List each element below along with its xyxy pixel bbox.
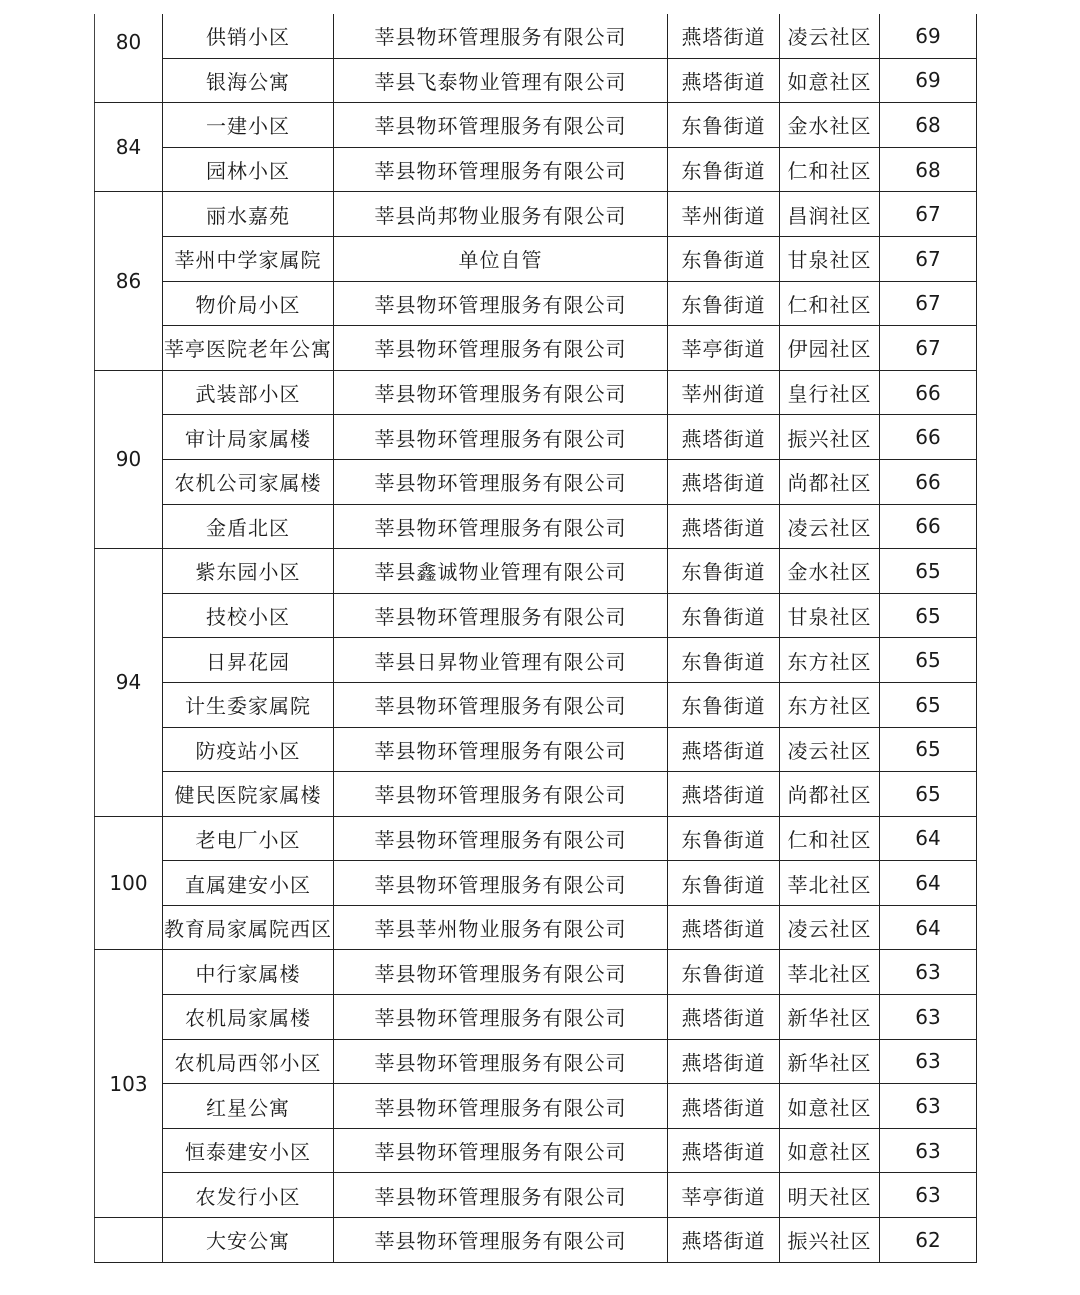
property-company-cell: 莘县物环管理服务有限公司 <box>334 1084 668 1129</box>
community-cell: 如意社区 <box>780 1128 880 1173</box>
score-cell: 66 <box>880 459 977 504</box>
score-cell: 65 <box>880 727 977 772</box>
estate-name-cell: 园林小区 <box>163 147 334 192</box>
property-company-cell: 莘县物环管理服务有限公司 <box>334 103 668 148</box>
rank-value: 86 <box>115 269 142 294</box>
community-cell: 仁和社区 <box>780 281 880 326</box>
rank-value: 84 <box>115 135 142 160</box>
score-cell: 63 <box>880 950 977 995</box>
street-cell: 东鲁街道 <box>668 103 780 148</box>
table-row <box>95 236 977 281</box>
property-company-cell: 莘县物环管理服务有限公司 <box>334 459 668 504</box>
street-cell: 燕塔街道 <box>668 1039 780 1084</box>
street-cell: 莘亭街道 <box>668 326 780 371</box>
score-cell: 64 <box>880 905 977 950</box>
table-row <box>95 415 977 460</box>
rank-cell <box>95 192 163 370</box>
estate-name-cell: 紫东园小区 <box>163 549 334 594</box>
score-cell: 65 <box>880 682 977 727</box>
street-cell: 燕塔街道 <box>668 1128 780 1173</box>
street-cell: 燕塔街道 <box>668 415 780 460</box>
table-row <box>95 772 977 817</box>
score-cell: 67 <box>880 236 977 281</box>
street-cell: 燕塔街道 <box>668 1084 780 1129</box>
score-cell: 66 <box>880 370 977 415</box>
score-cell: 68 <box>880 103 977 148</box>
community-cell: 金水社区 <box>780 103 880 148</box>
table-row <box>95 861 977 906</box>
property-company-cell: 莘县物环管理服务有限公司 <box>334 950 668 995</box>
street-cell: 莘亭街道 <box>668 1173 780 1218</box>
community-cell: 伊园社区 <box>780 326 880 371</box>
community-cell: 如意社区 <box>780 58 880 103</box>
community-cell: 甘泉社区 <box>780 236 880 281</box>
community-cell: 东方社区 <box>780 682 880 727</box>
estate-name-cell: 银海公寓 <box>163 58 334 103</box>
community-cell: 尚都社区 <box>780 459 880 504</box>
property-company-cell: 单位自管 <box>334 236 668 281</box>
table-row <box>95 995 977 1040</box>
property-company-cell: 莘县物环管理服务有限公司 <box>334 1039 668 1084</box>
street-cell: 燕塔街道 <box>668 504 780 549</box>
property-company-cell: 莘县物环管理服务有限公司 <box>334 1173 668 1218</box>
table-row <box>95 905 977 950</box>
score-cell: 65 <box>880 549 977 594</box>
property-company-cell: 莘县鑫诚物业管理有限公司 <box>334 549 668 594</box>
street-cell: 燕塔街道 <box>668 1218 780 1263</box>
estate-name-cell: 技校小区 <box>163 593 334 638</box>
community-cell: 金水社区 <box>780 549 880 594</box>
community-cell: 皇行社区 <box>780 370 880 415</box>
score-cell: 69 <box>880 14 977 58</box>
table-row <box>95 459 977 504</box>
rank-cell <box>95 14 163 103</box>
property-company-cell: 莘县物环管理服务有限公司 <box>334 1128 668 1173</box>
property-company-cell: 莘县物环管理服务有限公司 <box>334 861 668 906</box>
community-cell: 凌云社区 <box>780 14 880 58</box>
rank-value: 80 <box>115 32 142 53</box>
community-cell: 凌云社区 <box>780 905 880 950</box>
estate-name-cell: 恒泰建安小区 <box>163 1128 334 1173</box>
property-company-cell: 莘县日昇物业管理有限公司 <box>334 638 668 683</box>
rank-value: 94 <box>115 670 142 695</box>
property-company-cell: 莘县物环管理服务有限公司 <box>334 727 668 772</box>
table-row <box>95 281 977 326</box>
table-row <box>95 1173 977 1218</box>
estate-name-cell: 大安公寓 <box>163 1218 334 1263</box>
property-company-cell: 莘县物环管理服务有限公司 <box>334 415 668 460</box>
community-cell: 甘泉社区 <box>780 593 880 638</box>
score-cell: 64 <box>880 816 977 861</box>
street-cell: 东鲁街道 <box>668 236 780 281</box>
community-cell: 新华社区 <box>780 995 880 1040</box>
property-company-cell: 莘县飞泰物业管理有限公司 <box>334 58 668 103</box>
ranking-table <box>94 14 977 1263</box>
street-cell: 东鲁街道 <box>668 281 780 326</box>
property-company-cell: 莘县物环管理服务有限公司 <box>334 370 668 415</box>
street-cell: 燕塔街道 <box>668 14 780 58</box>
community-cell: 新华社区 <box>780 1039 880 1084</box>
score-cell: 63 <box>880 1084 977 1129</box>
community-cell: 莘北社区 <box>780 861 880 906</box>
community-cell: 凌云社区 <box>780 727 880 772</box>
score-cell: 65 <box>880 593 977 638</box>
community-cell: 明天社区 <box>780 1173 880 1218</box>
estate-name-cell: 丽水嘉苑 <box>163 192 334 237</box>
property-company-cell: 莘县物环管理服务有限公司 <box>334 14 668 58</box>
street-cell: 燕塔街道 <box>668 772 780 817</box>
table-row <box>95 593 977 638</box>
table-row <box>95 682 977 727</box>
estate-name-cell: 教育局家属院西区 <box>163 905 334 950</box>
estate-name-cell: 莘州中学家属院 <box>163 236 334 281</box>
property-company-cell: 莘县物环管理服务有限公司 <box>334 682 668 727</box>
property-company-cell: 莘县物环管理服务有限公司 <box>334 326 668 371</box>
street-cell: 东鲁街道 <box>668 638 780 683</box>
table-row <box>95 1218 977 1263</box>
estate-name-cell: 防疫站小区 <box>163 727 334 772</box>
estate-name-cell: 金盾北区 <box>163 504 334 549</box>
rank-value: 90 <box>115 447 142 472</box>
community-cell: 莘北社区 <box>780 950 880 995</box>
score-cell: 62 <box>880 1218 977 1263</box>
estate-name-cell: 红星公寓 <box>163 1084 334 1129</box>
community-cell: 昌润社区 <box>780 192 880 237</box>
table-row <box>95 370 977 415</box>
rank-cell <box>95 549 163 817</box>
street-cell: 燕塔街道 <box>668 995 780 1040</box>
property-company-cell: 莘县物环管理服务有限公司 <box>334 1218 668 1263</box>
score-cell: 67 <box>880 281 977 326</box>
rank-cell <box>95 816 163 950</box>
community-cell: 如意社区 <box>780 1084 880 1129</box>
estate-name-cell: 直属建安小区 <box>163 861 334 906</box>
rank-cell <box>95 103 163 192</box>
community-cell: 东方社区 <box>780 638 880 683</box>
property-company-cell: 莘县尚邦物业服务有限公司 <box>334 192 668 237</box>
rank-cell <box>95 370 163 548</box>
score-cell: 63 <box>880 1173 977 1218</box>
table-row <box>95 549 977 594</box>
score-cell: 67 <box>880 192 977 237</box>
score-cell: 67 <box>880 326 977 371</box>
table-row <box>95 504 977 549</box>
community-cell: 仁和社区 <box>780 147 880 192</box>
community-cell: 凌云社区 <box>780 504 880 549</box>
property-company-cell: 莘县物环管理服务有限公司 <box>334 772 668 817</box>
community-cell: 振兴社区 <box>780 415 880 460</box>
score-cell: 68 <box>880 147 977 192</box>
score-cell: 66 <box>880 504 977 549</box>
score-cell: 65 <box>880 772 977 817</box>
rank-cell <box>95 1218 163 1263</box>
estate-name-cell: 一建小区 <box>163 103 334 148</box>
estate-name-cell: 物价局小区 <box>163 281 334 326</box>
street-cell: 东鲁街道 <box>668 861 780 906</box>
rank-value: 103 <box>109 1071 148 1096</box>
estate-name-cell: 农机局西邻小区 <box>163 1039 334 1084</box>
table-row <box>95 58 977 103</box>
table-row <box>95 326 977 371</box>
property-company-cell: 莘县物环管理服务有限公司 <box>334 147 668 192</box>
community-cell: 振兴社区 <box>780 1218 880 1263</box>
table-row <box>95 1039 977 1084</box>
street-cell: 莘州街道 <box>668 192 780 237</box>
estate-name-cell: 农机公司家属楼 <box>163 459 334 504</box>
table-row <box>95 816 977 861</box>
table-row <box>95 192 977 237</box>
estate-name-cell: 中行家属楼 <box>163 950 334 995</box>
estate-name-cell: 武装部小区 <box>163 370 334 415</box>
score-cell: 69 <box>880 58 977 103</box>
ranking-table-body <box>95 14 977 1262</box>
estate-name-cell: 老电厂小区 <box>163 816 334 861</box>
score-cell: 66 <box>880 415 977 460</box>
score-cell: 64 <box>880 861 977 906</box>
score-cell: 63 <box>880 995 977 1040</box>
street-cell: 东鲁街道 <box>668 147 780 192</box>
property-company-cell: 莘县物环管理服务有限公司 <box>334 995 668 1040</box>
street-cell: 燕塔街道 <box>668 58 780 103</box>
table-row <box>95 1084 977 1129</box>
table-row <box>95 1128 977 1173</box>
street-cell: 燕塔街道 <box>668 459 780 504</box>
table-row <box>95 103 977 148</box>
score-cell: 63 <box>880 1128 977 1173</box>
property-company-cell: 莘县物环管理服务有限公司 <box>334 816 668 861</box>
estate-name-cell: 莘亭医院老年公寓 <box>163 326 334 371</box>
property-company-cell: 莘县物环管理服务有限公司 <box>334 504 668 549</box>
street-cell: 燕塔街道 <box>668 905 780 950</box>
table-row <box>95 638 977 683</box>
score-cell: 65 <box>880 638 977 683</box>
estate-name-cell: 农机局家属楼 <box>163 995 334 1040</box>
table-row <box>95 950 977 995</box>
estate-name-cell: 健民医院家属楼 <box>163 772 334 817</box>
estate-name-cell: 农发行小区 <box>163 1173 334 1218</box>
estate-name-cell: 日昇花园 <box>163 638 334 683</box>
street-cell: 东鲁街道 <box>668 593 780 638</box>
estate-name-cell: 审计局家属楼 <box>163 415 334 460</box>
rank-cell <box>95 950 163 1218</box>
property-company-cell: 莘县物环管理服务有限公司 <box>334 281 668 326</box>
street-cell: 东鲁街道 <box>668 950 780 995</box>
table-row <box>95 147 977 192</box>
street-cell: 东鲁街道 <box>668 549 780 594</box>
table-row <box>95 14 977 58</box>
estate-name-cell: 计生委家属院 <box>163 682 334 727</box>
property-company-cell: 莘县物环管理服务有限公司 <box>334 593 668 638</box>
community-cell: 尚都社区 <box>780 772 880 817</box>
property-company-cell: 莘县莘州物业服务有限公司 <box>334 905 668 950</box>
score-cell: 63 <box>880 1039 977 1084</box>
street-cell: 东鲁街道 <box>668 816 780 861</box>
estate-name-cell: 供销小区 <box>163 14 334 58</box>
rank-value: 100 <box>109 871 148 896</box>
community-cell: 仁和社区 <box>780 816 880 861</box>
street-cell: 东鲁街道 <box>668 682 780 727</box>
street-cell: 燕塔街道 <box>668 727 780 772</box>
street-cell: 莘州街道 <box>668 370 780 415</box>
table-row <box>95 727 977 772</box>
